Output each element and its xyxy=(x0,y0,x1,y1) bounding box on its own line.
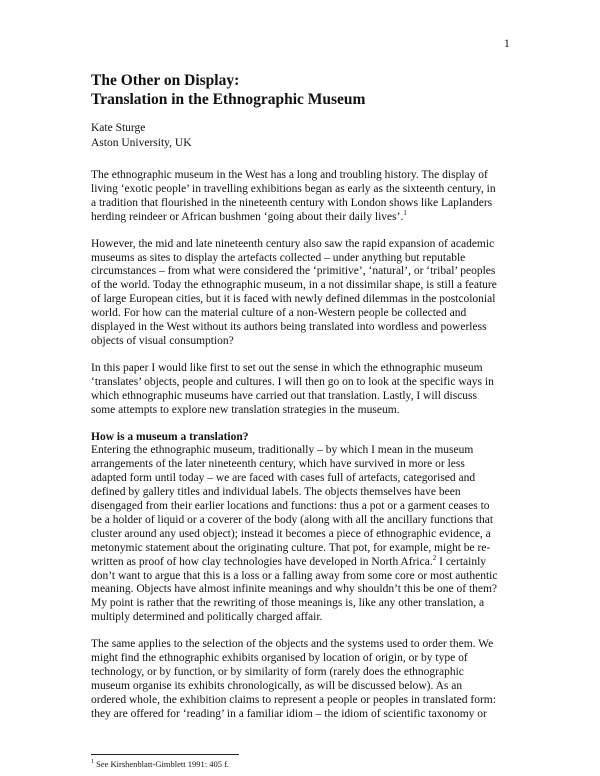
text-line: objects of visual consumption? xyxy=(91,334,234,347)
text-line xyxy=(91,208,531,225)
footnote-ref-1[interactable]: 1 xyxy=(403,208,407,217)
text-line: technology, or by function, or by similarity of form (rarely does the ethnographic xyxy=(91,666,464,678)
paragraph-4 xyxy=(91,431,531,626)
text-line: be a holder of liquid or a coverer of the body (along with all the ancillary functions that xyxy=(91,513,494,526)
text-line: displayed in the West without its authors being translated into wordless and powerless xyxy=(91,321,487,334)
text-line: don’t want to argue that this is a loss or a falling away from some core or most authentic xyxy=(91,569,498,582)
title-line-2: Translation in the Ethnographic Museum xyxy=(91,91,366,108)
text-line: Entering the ethnographic museum, traditionally – by which I mean in the museum xyxy=(91,444,474,457)
text-line: museum organise its exhibits chronologically, as will be discussed below). As an xyxy=(91,679,463,692)
text-line: ordered whole, the exhibition claims to represent a people or peoples in translated form: xyxy=(91,693,496,706)
text-line: In this paper I would like first to set out the sense in which the ethnographic museum xyxy=(91,361,483,374)
text-line: The same applies to the selection of the objects and the systems used to order them. We xyxy=(91,638,494,651)
text-line: arrangements of the later nineteenth century, which have survived in more or less xyxy=(91,458,465,471)
footnote-ref-2[interactable]: 2 xyxy=(432,553,437,562)
paragraph-1 xyxy=(91,169,531,225)
paragraph-2 xyxy=(91,238,531,349)
text-line xyxy=(91,553,531,570)
text-line: which ethnographic museums have carried out that translation. Lastly, I will discuss xyxy=(91,389,478,402)
text-line: they are offered for ‘reading’ in a familiar idiom – the idiom of scientific taxonomy or xyxy=(91,707,487,720)
author-name: Kate Sturge xyxy=(91,122,146,134)
text-line: cluster around any used object); instead it becomes a piece of ethnographic evidence, a xyxy=(91,527,491,540)
text-line: metonymic statement about the originating culture. That pot, for example, might be re- xyxy=(91,541,491,554)
author-block xyxy=(91,121,192,151)
paper-title xyxy=(91,71,365,109)
section-heading: How is a museum a translation? xyxy=(91,430,249,443)
text-line: of the world. Today the ethnographic museum, in a not dissimilar shape, is still a feature xyxy=(91,279,497,292)
text-line: a tradition that flourished in the nineteenth century with London shows like Laplanders xyxy=(91,196,493,209)
text-segment: written as proof of how clay technologies have developed in North Africa. xyxy=(91,555,433,568)
footnote-1 xyxy=(91,759,229,769)
text-line: However, the mid and late nineteenth century also saw the rapid expansion of academic xyxy=(91,237,495,250)
footnote-marker: 1 xyxy=(91,759,94,766)
paragraph-5 xyxy=(91,638,531,721)
body-text xyxy=(91,169,531,735)
text-line: ‘translates’ objects, people and cultures. I will then go on to look at the specific ways in xyxy=(91,375,494,388)
text-line: living ‘exotic people’ in travelling exhibitions began as early as the sixteenth century, in xyxy=(91,182,496,195)
text-line: of large European cities, but it is faced with newly defined dilemmas in the postcolonial xyxy=(91,293,496,306)
author-affiliation: Aston University, UK xyxy=(91,137,192,149)
text-line: defined by gallery titles and individual labels. The objects themselves have been xyxy=(91,486,461,499)
paragraph-3 xyxy=(91,362,531,418)
text-line: circumstances – from what were considered the ‘primitive’, ‘natural’, or ‘tribal’ peoples xyxy=(91,265,496,278)
page-number: 1 xyxy=(504,38,510,50)
title-line-1: The Other on Display: xyxy=(91,72,240,89)
text-line: adapted form until today – we are faced with cases full of artefacts, categorised and xyxy=(91,472,476,485)
text-line: some attempts to explore new translation strategies in the museum. xyxy=(91,403,400,416)
text-line: The ethnographic museum in the West has a long and troubling history. The display of xyxy=(91,169,488,181)
text-segment: I certainly xyxy=(436,555,487,568)
text-line: disengaged from their earlier locations and functions: thus a pot or a garment ceases to xyxy=(91,500,490,513)
text-line: My point is rather that the rewriting of those meanings is, like any other translation, a xyxy=(91,597,485,610)
text-line: museums as sites to display the artefacts collected – under anything but reputable xyxy=(91,251,466,264)
text-segment: herding reindeer or African bushmen ‘going about their daily lives’. xyxy=(91,210,404,223)
footnote-divider xyxy=(91,754,239,755)
text-line: world. For how can the material culture of a non-Western people be collected and xyxy=(91,307,467,320)
text-line: multiply determined and politically charged affair. xyxy=(91,611,323,624)
footnote-text: See Kirshenblatt-Gimblett 1991: 405 f. xyxy=(94,759,230,769)
text-line: meaning. Objects have almost infinite meanings and why shouldn’t this be one of them? xyxy=(91,583,498,596)
text-line: might find the ethnographic exhibits organised by location of origin, or by type of xyxy=(91,652,468,665)
